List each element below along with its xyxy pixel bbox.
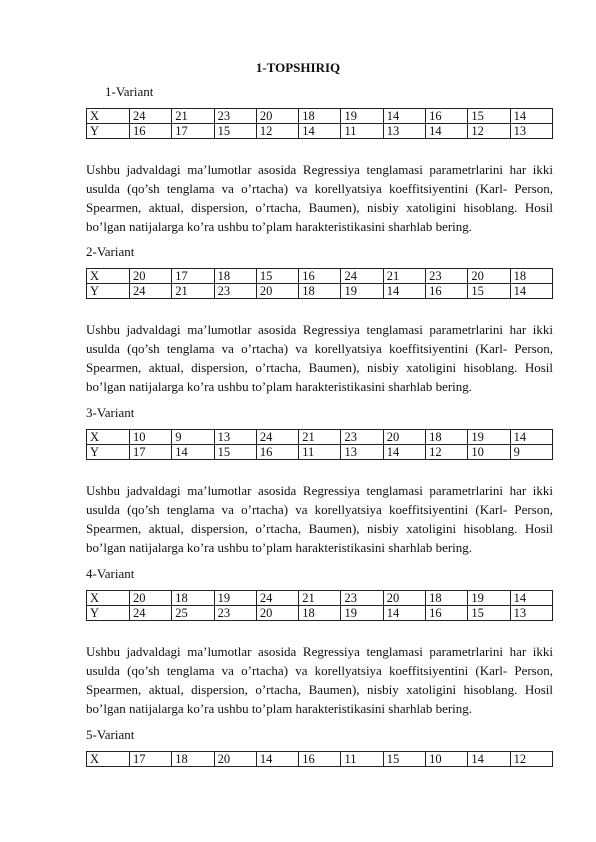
table-cell: 17 [130,445,172,460]
table-cell: 12 [468,124,510,139]
table-cell: 20 [383,591,425,606]
table-cell: 16 [256,445,298,460]
table-cell: 20 [383,430,425,445]
variant-5-label: 5-Variant [86,727,135,742]
table-cell: 18 [172,752,214,767]
task-paragraph-2: Ushbu jadvaldagi ma’lumotlar asosida Regressiya tenglamasi parametrlarini har ikki usulda (qo’sh tenglama va o’rtacha) va korellyatsiya koeffitsiyentini (Karl- Person, Spearmen, aktual, dispersion, o’rtacha, Baumen), nisbiy xatoligini hisoblang. Hosil bo’lgan natijalarga ko’ra ushbu to’plam harakteristikasini sharhlab bering. [86,322,553,394]
table-row [87,445,553,460]
table-cell: 13 [383,124,425,139]
table-cell: 21 [172,284,214,299]
table-cell: 16 [426,109,468,124]
table-cell: 14 [468,752,510,767]
table-cell: 24 [341,269,383,284]
table-cell: 14 [510,591,552,606]
table-cell: 20 [130,269,172,284]
table-cell: 17 [172,124,214,139]
table-cell: 16 [426,284,468,299]
table-cell: 16 [299,752,341,767]
table-cell: 19 [214,591,256,606]
table-cell: 21 [299,430,341,445]
table-cell: 12 [510,752,552,767]
table-cell: 18 [299,606,341,621]
table-cell: 9 [510,445,552,460]
table-cell: 16 [426,606,468,621]
table-cell: 18 [299,109,341,124]
table-row [87,752,553,767]
table-cell: 15 [468,284,510,299]
table-cell: 21 [172,109,214,124]
table-row [87,430,553,445]
table-cell: 14 [383,606,425,621]
table-cell: 24 [130,109,172,124]
table-row [87,591,553,606]
variant-2-table [86,268,553,299]
variant-4-table [86,590,553,621]
table-cell: 14 [510,430,552,445]
table-cell: 23 [214,606,256,621]
table-cell: 24 [256,591,298,606]
task-paragraph-3: Ushbu jadvaldagi ma’lumotlar asosida Regressiya tenglamasi parametrlarini har ikki usulda (qo’sh tenglama va o’rtacha) va korellyatsiya koeffitsiyentini (Karl- Person, Spearmen, aktual, dispersion, o’rtacha, Baumen), nisbiy xatoligini hisoblang. Hosil bo’lgan natijalarga ko’ra ushbu to’plam harakteristikasini sharhlab bering. [86,483,553,555]
row-header: X [87,430,130,445]
table-cell: 18 [299,284,341,299]
table-cell: 20 [256,606,298,621]
table-cell: 14 [383,109,425,124]
table-cell: 15 [468,606,510,621]
table-cell: 12 [256,124,298,139]
table-cell: 11 [341,124,383,139]
table-cell: 14 [510,109,552,124]
row-header: Y [87,445,130,460]
variant-3-label: 3-Variant [86,405,135,420]
variant-3-table [86,429,553,460]
task-paragraph-4: Ushbu jadvaldagi ma’lumotlar asosida Regressiya tenglamasi parametrlarini har ikki usulda (qo’sh tenglama va o’rtacha) va korellyatsiya koeffitsiyentini (Karl- Person, Spearmen, aktual, dispersion, o’rtacha, Baumen), nisbiy xatoligini hisoblang. Hosil bo’lgan natijalarga ko’ra ushbu to’plam harakteristikasini sharhlab bering. [86,644,553,716]
table-cell: 15 [383,752,425,767]
table-row [87,269,553,284]
table-cell: 13 [214,430,256,445]
table-cell: 18 [510,269,552,284]
table-cell: 9 [172,430,214,445]
table-cell: 18 [214,269,256,284]
table-cell: 18 [426,591,468,606]
variant-5-table [86,751,553,767]
table-cell: 14 [426,124,468,139]
row-header: Y [87,606,130,621]
table-cell: 14 [299,124,341,139]
table-cell: 23 [341,591,383,606]
variant-2-label: 2-Variant [86,244,135,259]
table-cell: 10 [468,445,510,460]
variant-4-label: 4-Variant [86,566,135,581]
table-cell: 10 [130,430,172,445]
table-cell: 20 [214,752,256,767]
table-cell: 15 [256,269,298,284]
task-paragraph-1: Ushbu jadvaldagi ma’lumotlar asosida Regressiya tenglamasi parametrlarini har ikki usulda (qo’sh tenglama va o’rtacha) va korellyatsiya koeffitsiyentini (Karl- Person, Spearmen, aktual, dispersion, o’rtacha, Baumen), nisbiy xatoligini hisoblang. Hosil bo’lgan natijalarga ko’ra ushbu to’plam harakteristikasini sharhlab bering. [86,162,553,234]
row-header: Y [87,124,130,139]
table-cell: 13 [510,124,552,139]
table-row [87,606,553,621]
page-title: 1-TOPSHIRIQ [255,60,341,75]
table-cell: 18 [172,591,214,606]
table-cell: 13 [510,606,552,621]
table-cell: 14 [172,445,214,460]
table-cell: 20 [256,284,298,299]
table-cell: 21 [299,591,341,606]
table-cell: 14 [510,284,552,299]
table-row [87,284,553,299]
table-cell: 16 [130,124,172,139]
table-cell: 19 [341,109,383,124]
table-cell: 14 [383,284,425,299]
table-cell: 19 [341,284,383,299]
table-cell: 19 [468,430,510,445]
table-cell: 20 [130,591,172,606]
table-cell: 17 [172,269,214,284]
row-header: X [87,269,130,284]
table-cell: 25 [172,606,214,621]
table-cell: 14 [256,752,298,767]
table-cell: 12 [426,445,468,460]
table-cell: 24 [130,606,172,621]
row-header: X [87,752,130,767]
table-cell: 17 [130,752,172,767]
table-cell: 18 [426,430,468,445]
table-cell: 23 [426,269,468,284]
table-cell: 20 [256,109,298,124]
row-header: Y [87,284,130,299]
table-cell: 23 [341,430,383,445]
table-cell: 19 [468,591,510,606]
table-cell: 20 [468,269,510,284]
table-cell: 16 [299,269,341,284]
table-cell: 13 [341,445,383,460]
table-cell: 10 [426,752,468,767]
variant-1-label: 1-Variant [105,84,154,99]
table-cell: 15 [214,124,256,139]
row-header: X [87,591,130,606]
table-cell: 24 [130,284,172,299]
table-cell: 21 [383,269,425,284]
table-cell: 11 [341,752,383,767]
table-cell: 15 [468,109,510,124]
table-cell: 19 [341,606,383,621]
table-row [87,124,553,139]
table-cell: 14 [383,445,425,460]
table-cell: 23 [214,284,256,299]
table-cell: 15 [214,445,256,460]
table-cell: 11 [299,445,341,460]
row-header: X [87,109,130,124]
table-cell: 23 [214,109,256,124]
variant-1-table [86,108,553,139]
table-row [87,109,553,124]
table-cell: 24 [256,430,298,445]
